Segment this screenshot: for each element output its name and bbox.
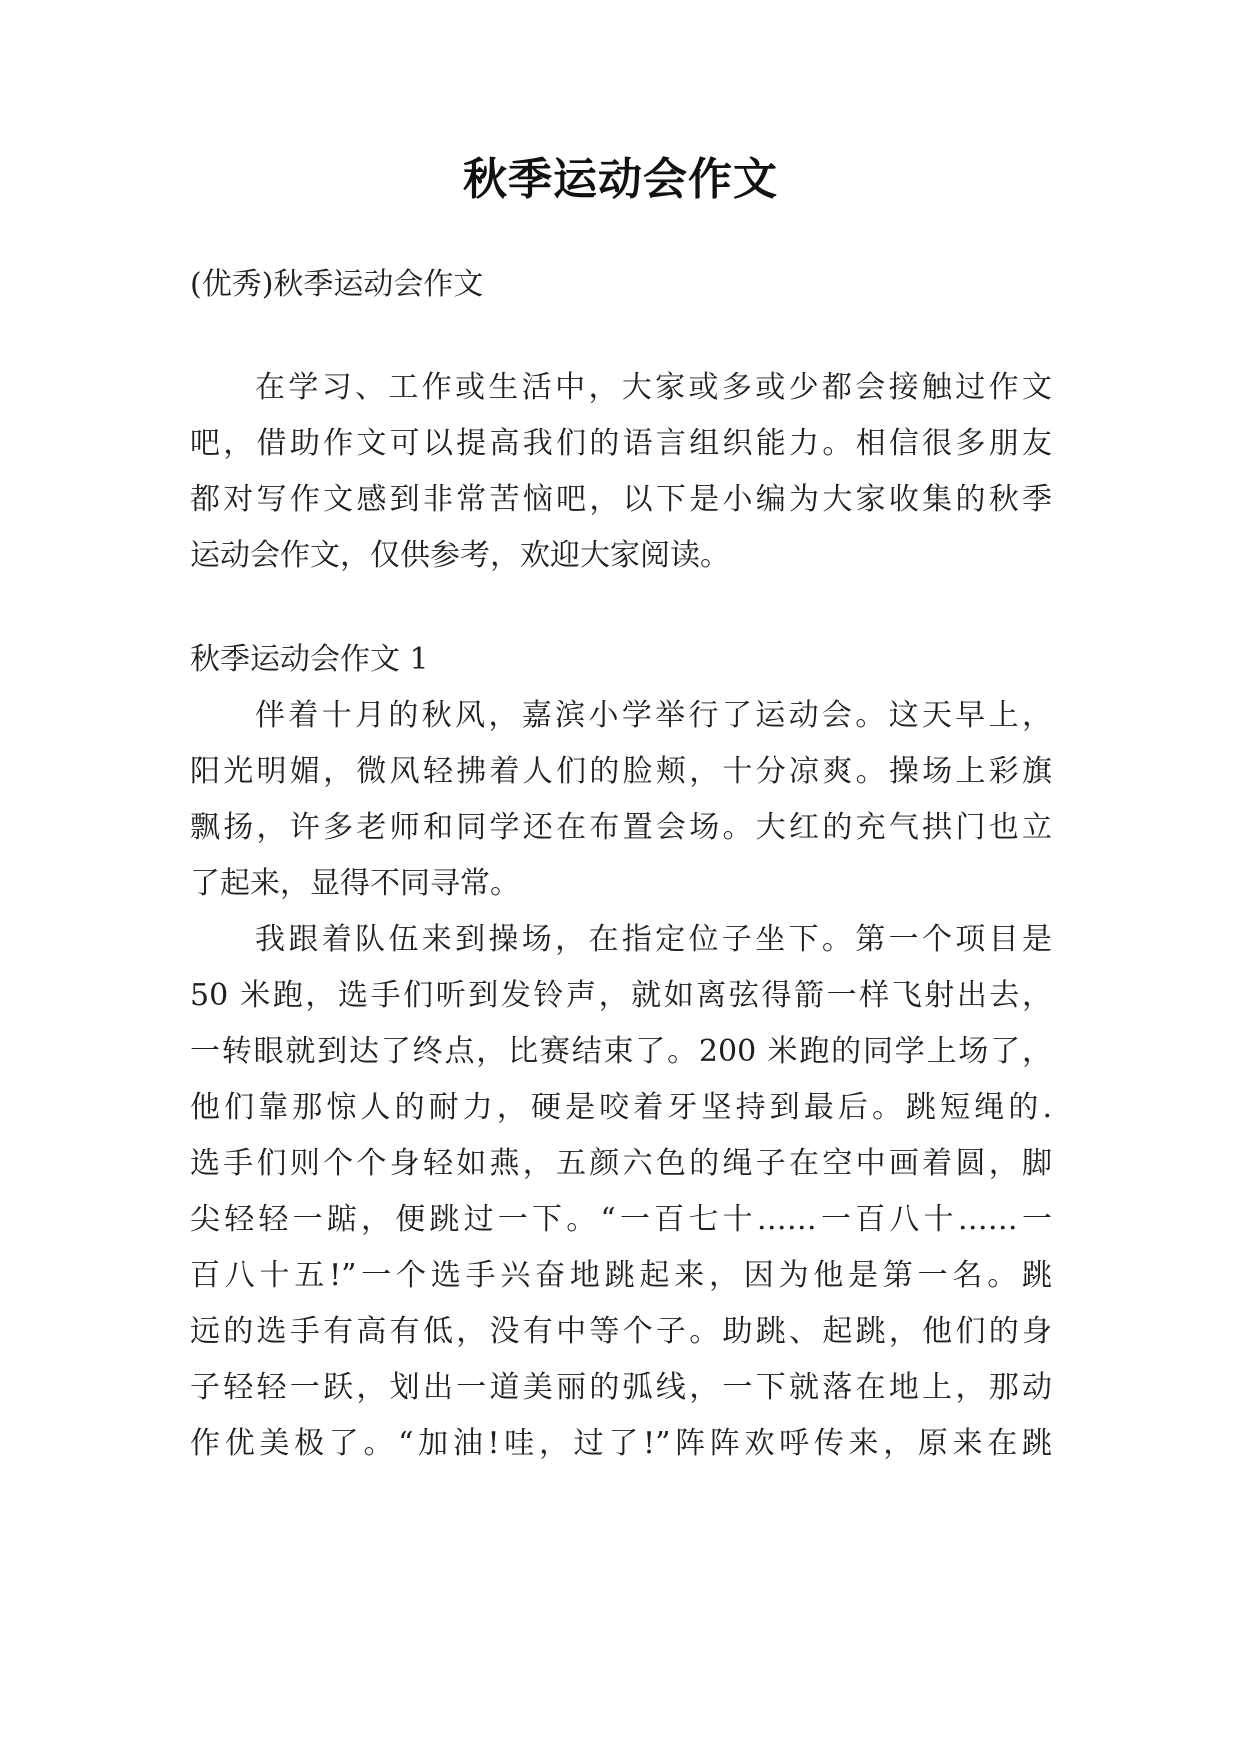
- intro-line: 都对写作文感到非常苦恼吧，以下是小编为大家收集的秋季: [190, 482, 1052, 517]
- paragraph-line: 我跟着队伍来到操场，在指定位子坐下。第一个项目是: [255, 922, 1052, 957]
- paragraph-line: 飘扬，许多老师和同学还在布置会场。大红的充气拱门也立: [190, 810, 1052, 845]
- paragraph-line: 50 米跑，选手们听到发铃声，就如离弦得箭一样飞射出去，: [190, 978, 1052, 1013]
- paragraph-line: 子轻轻一跃，划出一道美丽的弧线，一下就落在地上，那动: [190, 1370, 1052, 1405]
- intro-line: 运动会作文，仅供参考，欢迎大家阅读。: [190, 538, 730, 573]
- section-heading: 秋季运动会作文 1: [190, 642, 429, 677]
- document-title: 秋季运动会作文: [463, 154, 778, 205]
- paragraph-line: 了起来，显得不同寻常。: [190, 866, 520, 901]
- paragraph-line: 尖轻轻一踮，便跳过一下。“一百七十……一百八十……一: [190, 1202, 1052, 1237]
- paragraph-line: 作优美极了。“加油!哇，过了!”阵阵欢呼传来，原来在跳: [190, 1426, 1052, 1461]
- intro-line: 在学习、工作或生活中，大家或多或少都会接触过作文: [255, 370, 1052, 405]
- paragraph-line: 选手们则个个身轻如燕，五颜六色的绳子在空中画着圆，脚: [190, 1146, 1052, 1181]
- paragraph-line: 一转眼就到达了终点，比赛结束了。200 米跑的同学上场了，: [190, 1034, 1052, 1069]
- paragraph-line: 远的选手有高有低，没有中等个子。助跳、起跳，他们的身: [190, 1314, 1052, 1349]
- document-subtitle: (优秀)秋季运动会作文: [190, 267, 484, 302]
- paragraph-line: 阳光明媚，微风轻拂着人们的脸颊，十分凉爽。操场上彩旗: [190, 754, 1052, 789]
- paragraph-line: 他们靠那惊人的耐力，硬是咬着牙坚持到最后。跳短绳的.: [190, 1090, 1052, 1125]
- paragraph-line: 百八十五!”一个选手兴奋地跳起来，因为他是第一名。跳: [190, 1258, 1052, 1293]
- paragraph-line: 伴着十月的秋风，嘉滨小学举行了运动会。这天早上，: [255, 698, 1052, 733]
- intro-line: 吧，借助作文可以提高我们的语言组织能力。相信很多朋友: [190, 426, 1052, 461]
